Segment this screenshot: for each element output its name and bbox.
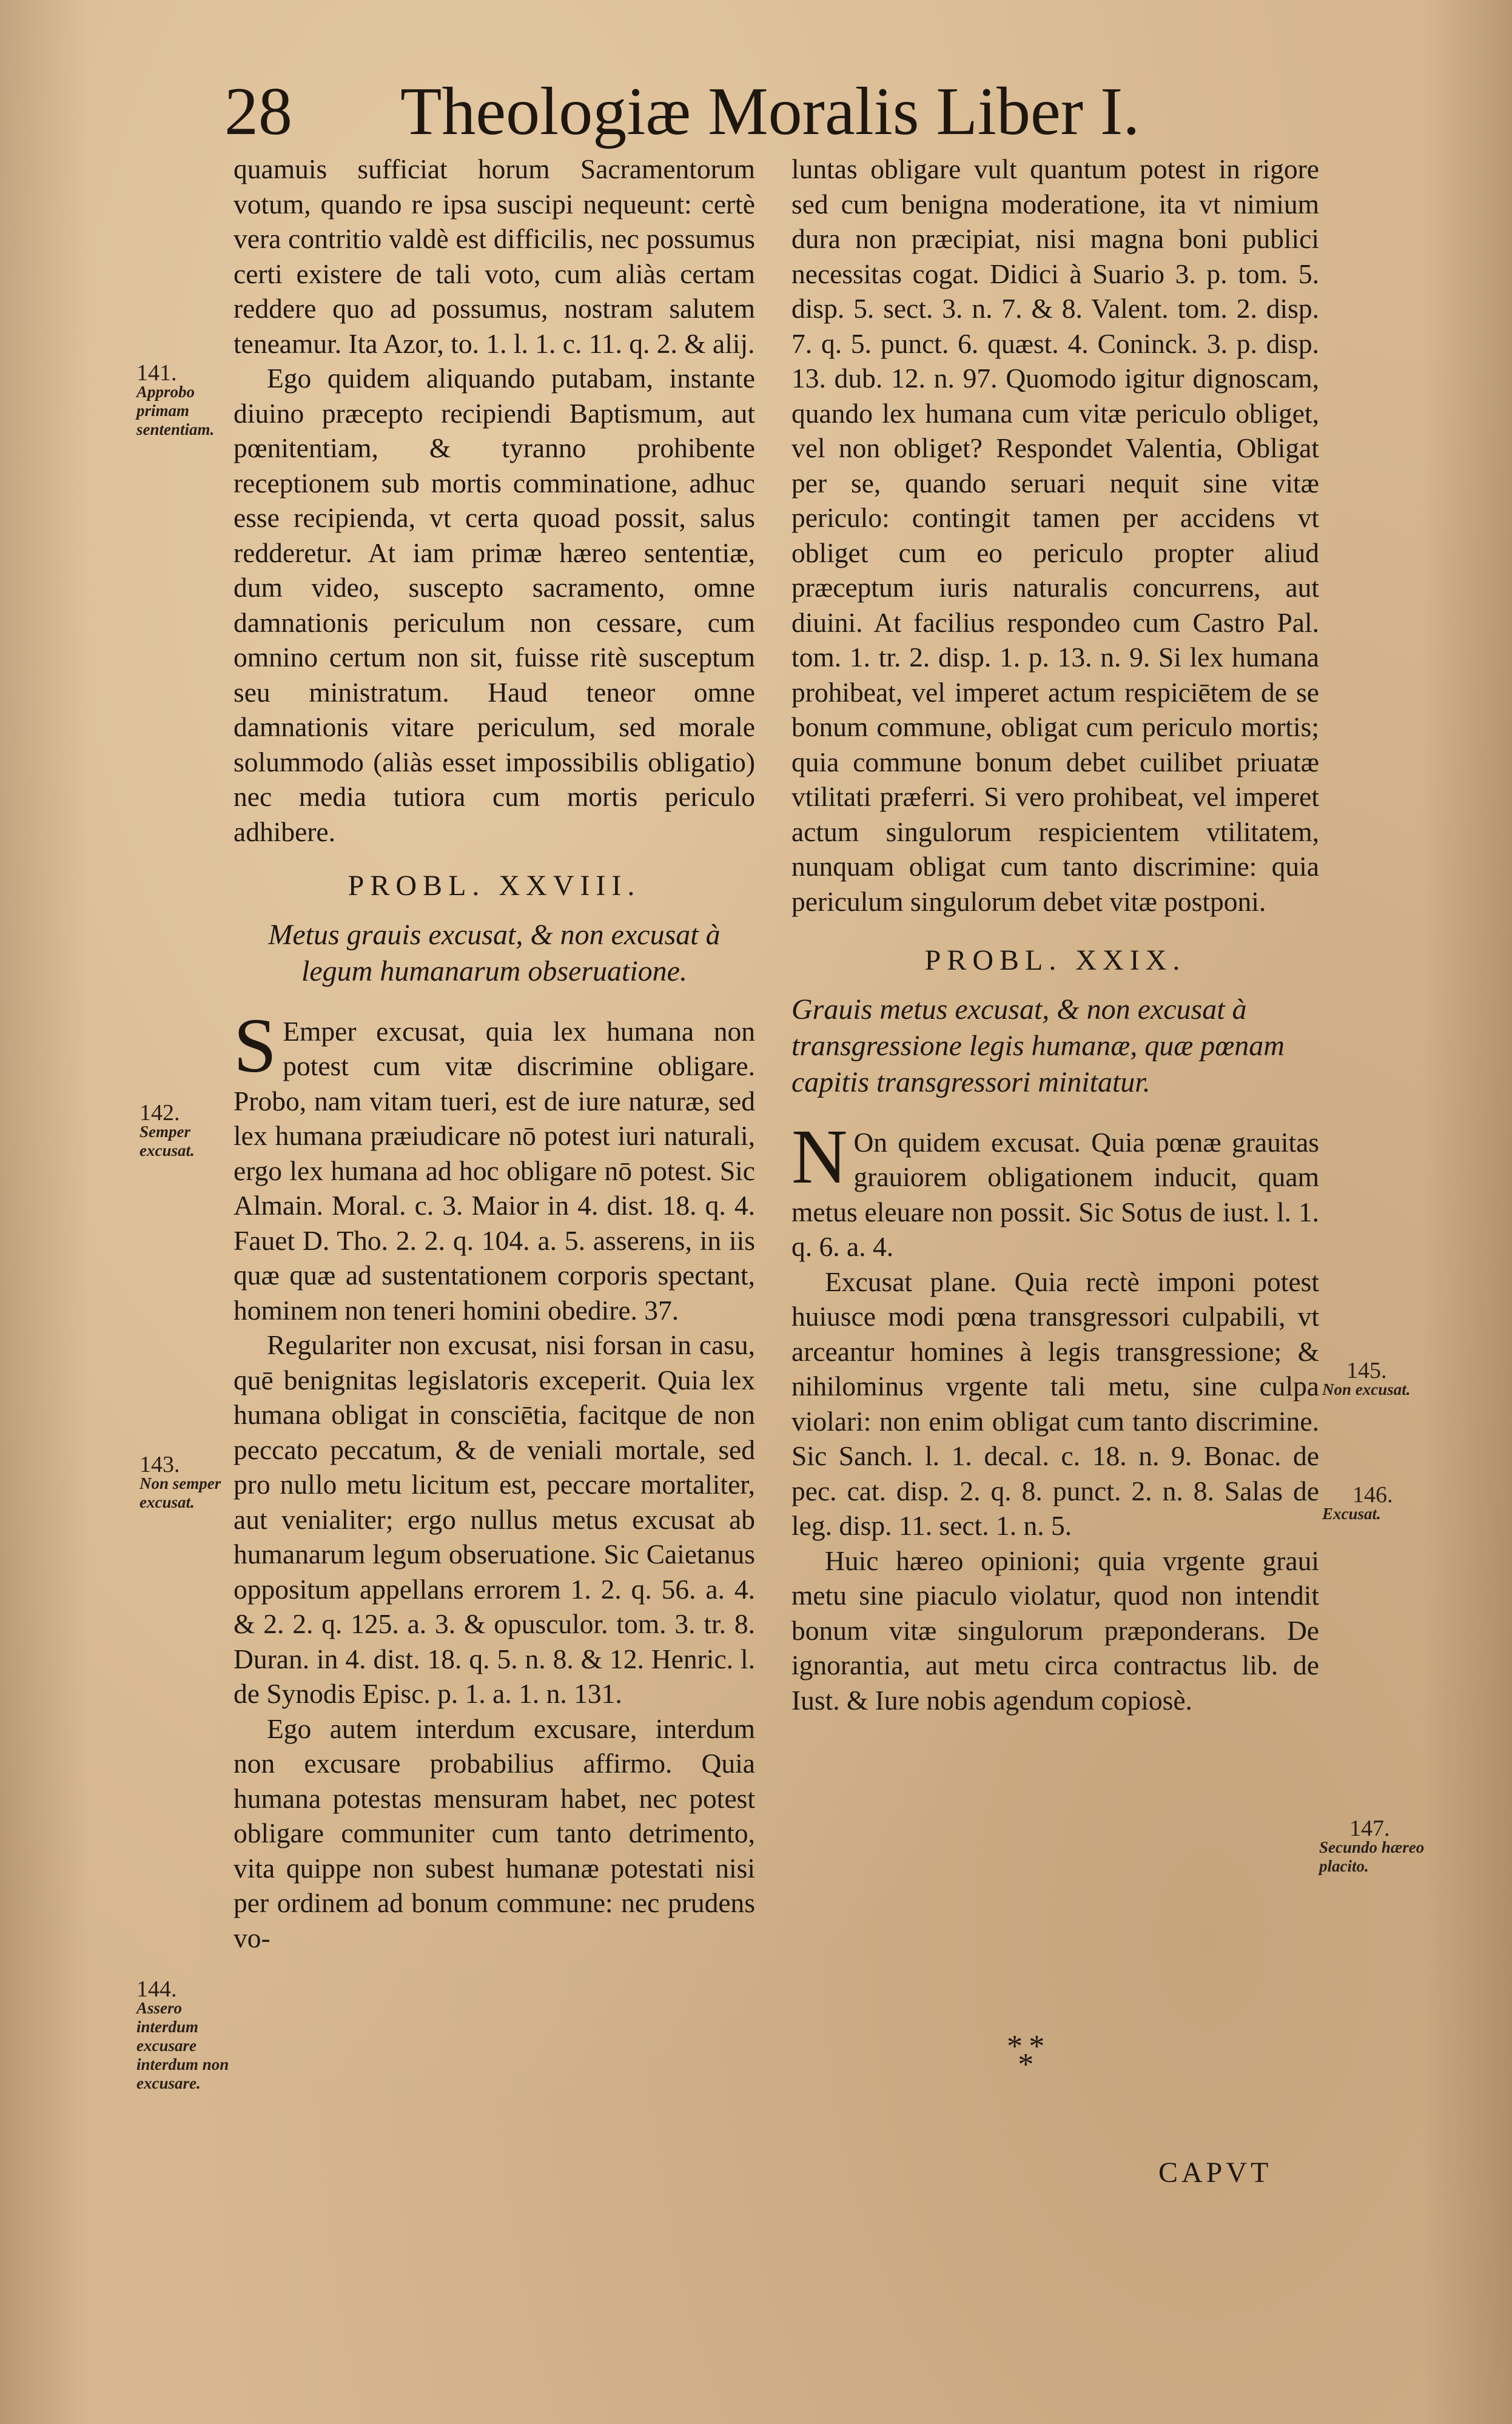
margin-note-text: Semper excusat. (139, 1123, 195, 1160)
margin-note-number: 144. (136, 1976, 177, 2002)
paragraph-text: On quidem excusat. Quia pœnæ grauitas grauiorem obligationem inducit, quam metus eleuare non possit. Sic Sotus de iust. l. 1. q. 6. a. 4. (791, 1126, 1319, 1262)
right-column (791, 152, 1319, 1717)
drop-cap: N (791, 1113, 848, 1200)
paragraph: Ego autem interdum excusare, interdum non excusare probabilius affirmo. Quia humana potestas mensuram habet, nec potest obligare communiter cum tanto detrimento, vita quippe non subest humanæ potestati nisi per ordinem ad bonum commune: nec prudens vo- (234, 1713, 755, 1953)
problem-subheading: Metus grauis excusat, & non excusat à legum humanarum obseruatione. (268, 918, 721, 987)
paragraph: luntas obligare vult quantum potest in rigore sed cum benigna moderatione, ita vt nimium dura non præcipiat, nisi magna boni publici necessitas cogat. Didici à Suario 3. p. tom. 5. disp. 5. sect. 3. n. 7. & 8. Valent. tom. 2. disp. 7. q. 5. punct. 6. quæst. 4. Coninck. 3. p. disp. 13. dub. 12. n. 97. Quomodo igitur dignoscam, quando lex humana cum vitæ periculo obliget, vel non obliget? Respondet Valentia, Obligat per se, quando seruari nequit sine vitæ periculo: contingit tamen per accidens vt obliget cum eo periculo propter aliud præceptum iuris naturalis concurrens, aut diuini. At facilius respondeo cum Castro Pal. tom. 1. tr. 2. disp. 1. p. 13. n. 9. Si lex humana prohibeat, vel imperet actum respiciētem de se bonum commune, obligat cum periculo mortis; quia commune bonum debet cuilibet priuatæ vtilitati præferri. Si vero prohibeat, vel imperet actum singulorum respicientem vtilitatem, nunquam obligat cum tanto discrimine: quia periculum singulorum debet vitæ postponi. (791, 153, 1319, 917)
margin-note-text: Excusat. (1322, 1505, 1381, 1523)
paragraph: Excusat plane. Quia rectè imponi potest huiusce modi pœna transgressori culpabili, vt arceantur homines à legis transgressione; & nihilominus vrgente tali metu, sine culpa violari: non enim obligat cum tanto discrimine. Sic Sanch. l. 1. decal. c. 18. n. 9. Bonac. de pec. cat. disp. 2. q. 8. punct. 2. n. 8. Salas de leg. disp. 11. sect. 1. n. 5. (791, 1266, 1319, 1541)
margin-note (1322, 1482, 1443, 1523)
paragraph (791, 1113, 1319, 1264)
margin-note-number: 142. (139, 1100, 180, 1126)
paragraph: Ego quidem aliquando putabam, instante diuino præcepto recipiendi Baptismum, aut pœnitentiam, & tyranno prohibente receptionem sub mortis comminatione, adhuc esse recipienda, vt certa quoad possit, salus redderetur. At iam primæ hæreo sententiæ, dum video, suscepto sacramento, omne damnationis periculum non cessare, cum omnino certum non sit, fuisse ritè susceptum seu ministratum. Haud teneor omne damnationis vitare periculum, sed morale solummodo (aliàs esset impossibilis obligatio) nec media tutiora cum mortis periculo adhibere. (234, 363, 755, 847)
drop-cap: S (234, 1002, 277, 1089)
margin-note (1319, 1816, 1440, 1876)
paragraph: Huic hæreo opinioni; quia vrgente graui metu sine piaculo violatur, quod non intendit bonum vitæ singulorum præponderans. De ignorantia, aut metu circa contractus lib. de Iust. & Iure nobis agendum copiosè. (791, 1545, 1319, 1716)
paragraph (234, 1002, 755, 1328)
margin-note-number: 146. (1352, 1482, 1393, 1508)
margin-note (139, 1452, 230, 1512)
problem-subheading: Grauis metus excusat, & non excusat à transgressione legis humanæ, quæ pœnam capitis transgressori minitatur. (791, 993, 1285, 1098)
margin-note (136, 1976, 230, 2093)
running-header (224, 73, 1286, 164)
margin-note-number: 143. (139, 1452, 180, 1477)
margin-note-text: Approbo primam sententiam. (136, 383, 215, 438)
asterism: * * * (1007, 2029, 1045, 2082)
margin-note-number: 145. (1346, 1358, 1387, 1383)
margin-note-number: 141. (136, 360, 177, 386)
margin-note-text: Secundo hæreo placito. (1319, 1838, 1425, 1875)
problem-heading: PROBL. XXVIII. (348, 870, 641, 902)
paragraph: quamuis sufficiat horum Sacramentorum votum, quando re ipsa suscipi nequeunt: certè vera contritio valdè est difficilis, nec possumus certi existere de tali voto, cum aliàs certam reddere quo ad possumus, nostram salutem teneamur. Ita Azor, to. 1. l. 1. c. 11. q. 2. & alij. (234, 153, 755, 359)
margin-note-text: Assero interdum excusare interdum non excusare. (136, 1999, 229, 2092)
margin-note-text: Non excusat. (1322, 1380, 1411, 1398)
margin-note (1322, 1358, 1443, 1399)
problem-heading: PROBL. XXIX. (924, 944, 1186, 976)
page-number: 28 (224, 74, 292, 149)
left-column (234, 152, 755, 1955)
margin-note (136, 360, 227, 439)
paragraph-text: Emper excusat, quia lex humana non potest cum vitæ discrimine obligare. Probo, nam vitam tueri, est de iure naturæ, sed lex humana præiudicare nō potest iuri naturali, ergo lex humana ad hoc obligare nō potest. Sic Almain. Moral. c. 3. Maior in 4. dist. 18. q. 4. Fauet D. Tho. 2. 2. q. 104. a. 5. asserens, in iis quæ quæ ad sustentationem corporis spectant, hominem non teneri homini obedire. 37. (234, 1015, 755, 1326)
margin-note-text: Non semper excusat. (139, 1474, 221, 1511)
paragraph: Regulariter non excusat, nisi forsan in casu, quē benignitas legislatoris exceperit. Quia lex humana obligat in consciētia, facitque de non peccato peccatum, & de veniali mortale, sed pro nullo metu licitum est, peccare mortaliter, aut venialiter; ergo nullus metus excusat ab humanarum legum obseruatione. Sic Caietanus oppositum appellans errorem 1. 2. q. 56. a. 4. & 2. 2. q. 125. a. 3. & opusculor. tom. 3. tr. 8. Duran. in 4. dist. 18. q. 5. n. 8. & 12. Henric. l. de Synodis Episc. p. 1. a. 1. n. 131. (234, 1329, 755, 1709)
margin-note-number: 147. (1349, 1816, 1390, 1841)
catchword: CAPVT (1158, 2157, 1272, 2189)
margin-note (139, 1100, 230, 1160)
running-title: Theologiæ Moralis Liber I. (400, 74, 1140, 149)
